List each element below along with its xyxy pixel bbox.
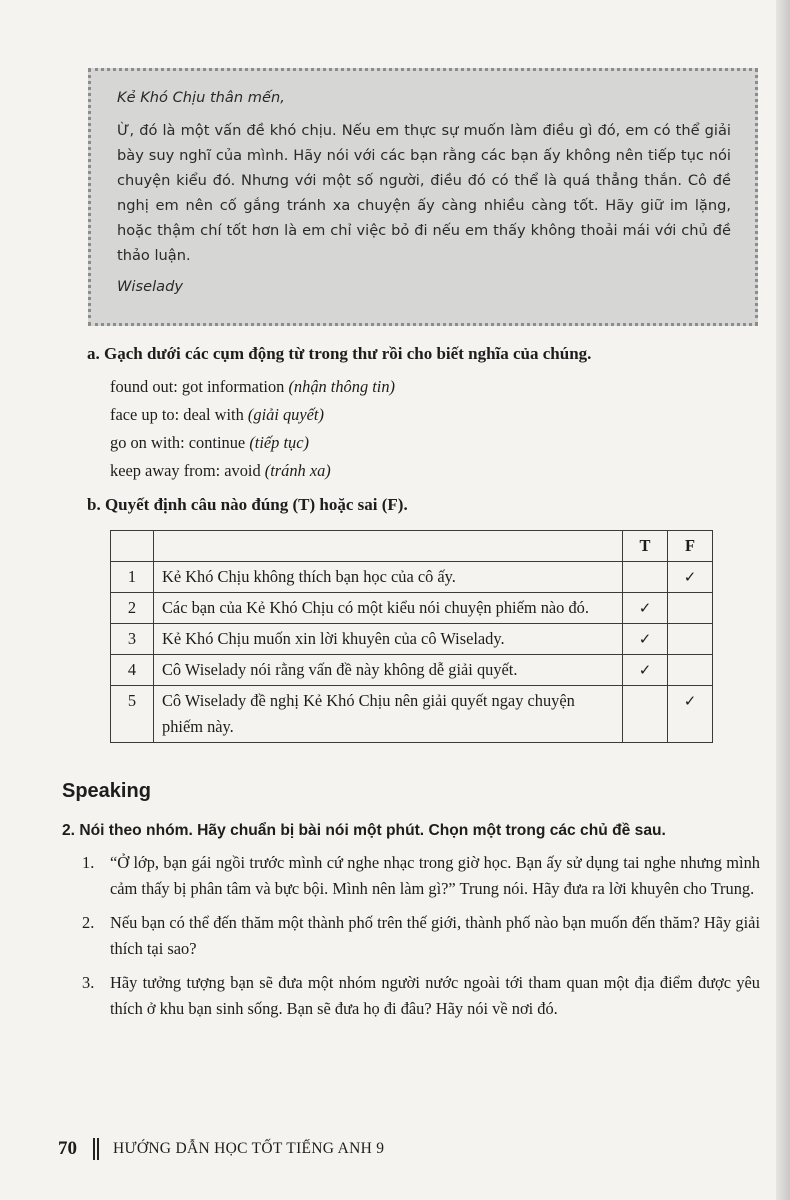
phrasal-verb-meaning: (giải quyết) xyxy=(247,405,324,424)
book-title: HƯỚNG DẪN HỌC TỐT TIẾNG ANH 9 xyxy=(113,1140,385,1157)
row-statement: Kẻ Khó Chịu muốn xin lời khuyên của cô Wiselady. xyxy=(154,624,623,655)
table-row xyxy=(111,655,713,686)
list-item xyxy=(82,970,760,1022)
speaking-task-instruction: 2. Nói theo nhóm. Hãy chuẩn bị bài nói một phút. Chọn một trong các chủ đề sau. xyxy=(62,822,666,839)
header-true: T xyxy=(623,531,668,562)
part-b-heading: b. Quyết định câu nào đúng (T) hoặc sai (F). xyxy=(87,495,408,514)
false-check xyxy=(668,624,713,655)
item-text: Nếu bạn có thể đến thăm một thành phố trên thế giới, thành phố nào bạn muốn đến thăm? Hãy giải thích tại sao? xyxy=(110,913,760,958)
false-check: ✓ xyxy=(668,686,713,743)
table-header-row xyxy=(111,531,713,562)
phrasal-verb-definition: keep away from: avoid xyxy=(110,461,261,480)
letter-body: Ừ, đó là một vấn đề khó chịu. Nếu em thực sự muốn làm điều gì đó, em có thể giải bày suy nghĩ của mình. Hãy nói với các bạn rằng các bạn ấy không nên tiếp tục nói chuyện kiểu đó. Nhưng với một số người, điều đó có thể là quá thẳng thắn. Cô đề nghị em nên cố gắng tránh xa chuyện ấy càng nhiều càng tốt. Hãy giữ im lặng, hoặc thậm chí tốt hơn là em chỉ việc bỏ đi nếu em thấy không thoải mái với chủ đề thảo luận. xyxy=(117,122,731,264)
true-check: ✓ xyxy=(623,655,668,686)
row-number: 3 xyxy=(111,624,154,655)
part-a-heading: a. Gạch dưới các cụm động từ trong thư rồi cho biết nghĩa của chúng. xyxy=(87,344,592,363)
row-number: 4 xyxy=(111,655,154,686)
row-statement: Kẻ Khó Chịu không thích bạn học của cô ấy. xyxy=(154,562,623,593)
phrasal-verb-item xyxy=(110,401,395,429)
table-row xyxy=(111,593,713,624)
false-check: ✓ xyxy=(668,562,713,593)
page-number: 70 xyxy=(58,1138,77,1159)
list-item xyxy=(82,850,760,902)
row-statement: Cô Wiselady đề nghị Kẻ Khó Chịu nên giải quyết ngay chuyện phiếm này. xyxy=(154,686,623,743)
header-false: F xyxy=(668,531,713,562)
speaking-section-title: Speaking xyxy=(62,780,151,802)
true-check xyxy=(623,686,668,743)
false-check xyxy=(668,655,713,686)
phrasal-verb-meaning: (tiếp tục) xyxy=(249,433,309,452)
row-statement: Các bạn của Kẻ Khó Chịu có một kiểu nói chuyện phiếm nào đó. xyxy=(154,593,623,624)
phrasal-verb-list xyxy=(110,373,395,485)
true-check: ✓ xyxy=(623,593,668,624)
item-number: 3. xyxy=(82,973,95,992)
letter-greeting: Kẻ Khó Chịu thân mến, xyxy=(117,89,285,106)
phrasal-verb-definition: go on with: continue xyxy=(110,433,246,452)
table-row xyxy=(111,686,713,743)
header-statement-cell xyxy=(154,531,623,562)
true-check: ✓ xyxy=(623,624,668,655)
row-number: 2 xyxy=(111,593,154,624)
phrasal-verb-meaning: (tránh xa) xyxy=(264,461,331,480)
phrasal-verb-item xyxy=(110,429,395,457)
footer-divider xyxy=(93,1138,99,1160)
item-number: 2. xyxy=(82,913,95,932)
row-number: 5 xyxy=(111,686,154,743)
item-text: “Ở lớp, bạn gái ngồi trước mình cứ nghe nhạc trong giờ học. Bạn ấy sử dụng tai nghe nhưng mình cảm thấy bị phân tâm và bực bội. Mình nên làm gì?” Trung nói. Hãy đưa ra lời khuyên cho Trung. xyxy=(110,853,760,898)
table-row xyxy=(111,562,713,593)
table-row xyxy=(111,624,713,655)
header-num-cell xyxy=(111,531,154,562)
page-edge-shadow xyxy=(776,0,790,1200)
phrasal-verb-item xyxy=(110,373,395,401)
item-text: Hãy tưởng tượng bạn sẽ đưa một nhóm người nước ngoài tới tham quan một địa điểm được yêu thích ở khu bạn sinh sống. Bạn sẽ đưa họ đi đâu? Hãy nói về nơi đó. xyxy=(110,973,760,1018)
letter-box xyxy=(88,68,758,326)
true-check xyxy=(623,562,668,593)
speaking-topic-list xyxy=(82,850,760,1030)
list-item xyxy=(82,910,760,962)
item-number: 1. xyxy=(82,853,95,872)
false-check xyxy=(668,593,713,624)
page-footer xyxy=(58,1138,384,1160)
phrasal-verb-meaning: (nhận thông tin) xyxy=(288,377,395,396)
phrasal-verb-item xyxy=(110,457,395,485)
row-statement: Cô Wiselady nói rằng vấn đề này không dễ giải quyết. xyxy=(154,655,623,686)
true-false-table xyxy=(110,530,713,743)
row-number: 1 xyxy=(111,562,154,593)
letter-signature: Wiselady xyxy=(117,278,183,295)
phrasal-verb-definition: face up to: deal with xyxy=(110,405,244,424)
phrasal-verb-definition: found out: got information xyxy=(110,377,285,396)
